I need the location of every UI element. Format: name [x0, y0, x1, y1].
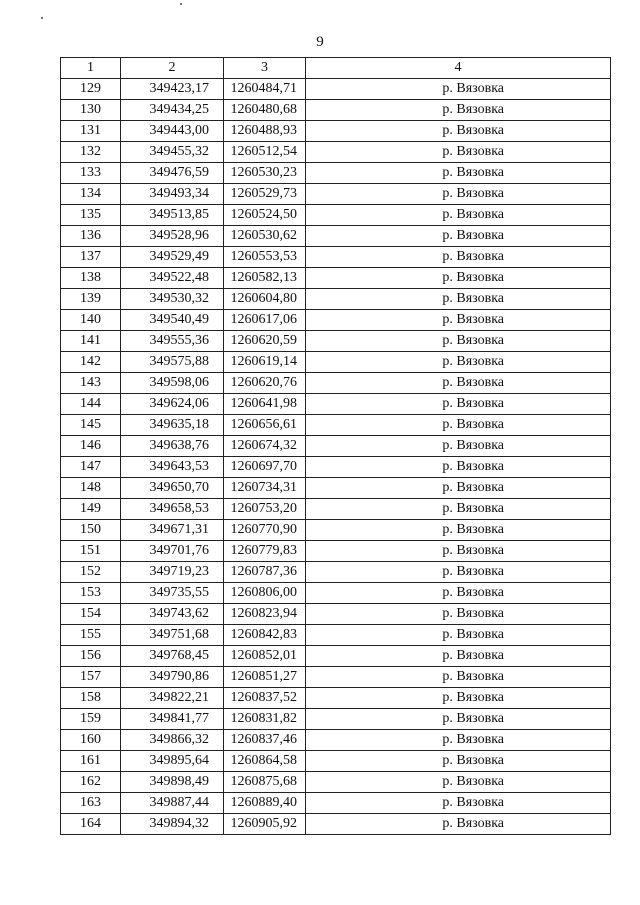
- table-row: [61, 667, 611, 688]
- table-row: [61, 205, 611, 226]
- description-cell: р. Вязовка: [306, 436, 611, 457]
- y-coordinate-cell: 1260582,13: [224, 268, 306, 289]
- point-number-cell: 129: [61, 79, 121, 100]
- x-coordinate-cell: 349598,06: [121, 373, 224, 394]
- description-cell: р. Вязовка: [306, 562, 611, 583]
- x-coordinate-cell: 349513,85: [121, 205, 224, 226]
- y-coordinate-cell: 1260697,70: [224, 457, 306, 478]
- table-row: [61, 562, 611, 583]
- y-coordinate-cell: 1260753,20: [224, 499, 306, 520]
- description-cell: р. Вязовка: [306, 268, 611, 289]
- description-cell: р. Вязовка: [306, 646, 611, 667]
- y-coordinate-cell: 1260484,71: [224, 79, 306, 100]
- table-row: [61, 709, 611, 730]
- table-row: [61, 373, 611, 394]
- x-coordinate-cell: 349895,64: [121, 751, 224, 772]
- x-coordinate-cell: 349866,32: [121, 730, 224, 751]
- description-cell: р. Вязовка: [306, 457, 611, 478]
- x-coordinate-cell: 349528,96: [121, 226, 224, 247]
- x-coordinate-cell: 349522,48: [121, 268, 224, 289]
- table-row: [61, 268, 611, 289]
- y-coordinate-cell: 1260823,94: [224, 604, 306, 625]
- table-row: [61, 352, 611, 373]
- y-coordinate-cell: 1260530,23: [224, 163, 306, 184]
- x-coordinate-cell: 349650,70: [121, 478, 224, 499]
- point-number-cell: 148: [61, 478, 121, 499]
- y-coordinate-cell: 1260620,59: [224, 331, 306, 352]
- y-coordinate-cell: 1260604,80: [224, 289, 306, 310]
- x-coordinate-cell: 349540,49: [121, 310, 224, 331]
- description-cell: р. Вязовка: [306, 121, 611, 142]
- y-coordinate-cell: 1260889,40: [224, 793, 306, 814]
- point-number-cell: 156: [61, 646, 121, 667]
- table-row: [61, 79, 611, 100]
- x-coordinate-cell: 349530,32: [121, 289, 224, 310]
- point-number-cell: 134: [61, 184, 121, 205]
- point-number-cell: 149: [61, 499, 121, 520]
- table-row: [61, 310, 611, 331]
- description-cell: р. Вязовка: [306, 352, 611, 373]
- table-row: [61, 583, 611, 604]
- point-number-cell: 144: [61, 394, 121, 415]
- x-coordinate-cell: 349624,06: [121, 394, 224, 415]
- description-cell: р. Вязовка: [306, 772, 611, 793]
- table-row: [61, 289, 611, 310]
- description-cell: р. Вязовка: [306, 226, 611, 247]
- table-row: [61, 646, 611, 667]
- point-number-cell: 153: [61, 583, 121, 604]
- x-coordinate-cell: 349671,31: [121, 520, 224, 541]
- description-cell: р. Вязовка: [306, 163, 611, 184]
- description-cell: р. Вязовка: [306, 541, 611, 562]
- y-coordinate-cell: 1260852,01: [224, 646, 306, 667]
- point-number-cell: 158: [61, 688, 121, 709]
- table-row: [61, 499, 611, 520]
- description-cell: р. Вязовка: [306, 79, 611, 100]
- table-row: [61, 226, 611, 247]
- description-cell: р. Вязовка: [306, 142, 611, 163]
- y-coordinate-cell: 1260619,14: [224, 352, 306, 373]
- table-row: [61, 604, 611, 625]
- y-coordinate-cell: 1260905,92: [224, 814, 306, 835]
- point-number-cell: 155: [61, 625, 121, 646]
- y-coordinate-cell: 1260641,98: [224, 394, 306, 415]
- description-cell: р. Вязовка: [306, 751, 611, 772]
- column-header-description: 4: [306, 58, 611, 79]
- description-cell: р. Вязовка: [306, 793, 611, 814]
- point-number-cell: 139: [61, 289, 121, 310]
- point-number-cell: 131: [61, 121, 121, 142]
- y-coordinate-cell: 1260480,68: [224, 100, 306, 121]
- point-number-cell: 136: [61, 226, 121, 247]
- y-coordinate-cell: 1260842,83: [224, 625, 306, 646]
- point-number-cell: 150: [61, 520, 121, 541]
- y-coordinate-cell: 1260656,61: [224, 415, 306, 436]
- x-coordinate-cell: 349887,44: [121, 793, 224, 814]
- description-cell: р. Вязовка: [306, 415, 611, 436]
- y-coordinate-cell: 1260864,58: [224, 751, 306, 772]
- description-cell: р. Вязовка: [306, 709, 611, 730]
- table-row: [61, 730, 611, 751]
- point-number-cell: 132: [61, 142, 121, 163]
- x-coordinate-cell: 349434,25: [121, 100, 224, 121]
- table-row: [61, 478, 611, 499]
- description-cell: р. Вязовка: [306, 583, 611, 604]
- description-cell: р. Вязовка: [306, 814, 611, 835]
- table-row: [61, 121, 611, 142]
- y-coordinate-cell: 1260806,00: [224, 583, 306, 604]
- x-coordinate-cell: 349735,55: [121, 583, 224, 604]
- table-row: [61, 394, 611, 415]
- x-coordinate-cell: 349841,77: [121, 709, 224, 730]
- point-number-cell: 161: [61, 751, 121, 772]
- x-coordinate-cell: 349638,76: [121, 436, 224, 457]
- point-number-cell: 130: [61, 100, 121, 121]
- x-coordinate-cell: 349575,88: [121, 352, 224, 373]
- x-coordinate-cell: 349898,49: [121, 772, 224, 793]
- table-row: [61, 100, 611, 121]
- y-coordinate-cell: 1260851,27: [224, 667, 306, 688]
- table-row: [61, 751, 611, 772]
- description-cell: р. Вязовка: [306, 205, 611, 226]
- x-coordinate-cell: 349635,18: [121, 415, 224, 436]
- point-number-cell: 143: [61, 373, 121, 394]
- table-row: [61, 772, 611, 793]
- point-number-cell: 140: [61, 310, 121, 331]
- y-coordinate-cell: 1260512,54: [224, 142, 306, 163]
- description-cell: р. Вязовка: [306, 478, 611, 499]
- x-coordinate-cell: 349790,86: [121, 667, 224, 688]
- point-number-cell: 152: [61, 562, 121, 583]
- x-coordinate-cell: 349822,21: [121, 688, 224, 709]
- scan-speck: [41, 17, 43, 19]
- table-header: [61, 58, 611, 79]
- point-number-cell: 154: [61, 604, 121, 625]
- x-coordinate-cell: 349529,49: [121, 247, 224, 268]
- y-coordinate-cell: 1260524,50: [224, 205, 306, 226]
- y-coordinate-cell: 1260617,06: [224, 310, 306, 331]
- y-coordinate-cell: 1260779,83: [224, 541, 306, 562]
- y-coordinate-cell: 1260787,36: [224, 562, 306, 583]
- y-coordinate-cell: 1260488,93: [224, 121, 306, 142]
- point-number-cell: 142: [61, 352, 121, 373]
- y-coordinate-cell: 1260837,52: [224, 688, 306, 709]
- point-number-cell: 135: [61, 205, 121, 226]
- table-row: [61, 457, 611, 478]
- description-cell: р. Вязовка: [306, 625, 611, 646]
- table-row: [61, 331, 611, 352]
- description-cell: р. Вязовка: [306, 688, 611, 709]
- x-coordinate-cell: 349476,59: [121, 163, 224, 184]
- y-coordinate-cell: 1260530,62: [224, 226, 306, 247]
- table-row: [61, 142, 611, 163]
- x-coordinate-cell: 349658,53: [121, 499, 224, 520]
- table-row: [61, 247, 611, 268]
- scan-speck: [180, 3, 182, 5]
- x-coordinate-cell: 349701,76: [121, 541, 224, 562]
- x-coordinate-cell: 349555,36: [121, 331, 224, 352]
- table-row: [61, 436, 611, 457]
- table-row: [61, 520, 611, 541]
- x-coordinate-cell: 349719,23: [121, 562, 224, 583]
- point-number-cell: 133: [61, 163, 121, 184]
- point-number-cell: 141: [61, 331, 121, 352]
- point-number-cell: 146: [61, 436, 121, 457]
- point-number-cell: 159: [61, 709, 121, 730]
- x-coordinate-cell: 349455,32: [121, 142, 224, 163]
- table-row: [61, 625, 611, 646]
- x-coordinate-cell: 349751,68: [121, 625, 224, 646]
- x-coordinate-cell: 349423,17: [121, 79, 224, 100]
- column-header-point-number: 1: [61, 58, 121, 79]
- table-body: [61, 79, 611, 835]
- description-cell: р. Вязовка: [306, 310, 611, 331]
- page-number: 9: [316, 34, 324, 50]
- x-coordinate-cell: 349768,45: [121, 646, 224, 667]
- y-coordinate-cell: 1260674,32: [224, 436, 306, 457]
- description-cell: р. Вязовка: [306, 184, 611, 205]
- y-coordinate-cell: 1260620,76: [224, 373, 306, 394]
- point-number-cell: 164: [61, 814, 121, 835]
- point-number-cell: 137: [61, 247, 121, 268]
- description-cell: р. Вязовка: [306, 499, 611, 520]
- description-cell: р. Вязовка: [306, 667, 611, 688]
- y-coordinate-cell: 1260831,82: [224, 709, 306, 730]
- description-cell: р. Вязовка: [306, 373, 611, 394]
- x-coordinate-cell: 349643,53: [121, 457, 224, 478]
- table-row: [61, 793, 611, 814]
- description-cell: р. Вязовка: [306, 520, 611, 541]
- y-coordinate-cell: 1260734,31: [224, 478, 306, 499]
- point-number-cell: 145: [61, 415, 121, 436]
- description-cell: р. Вязовка: [306, 394, 611, 415]
- column-header-y: 3: [224, 58, 306, 79]
- table-row: [61, 415, 611, 436]
- table-row: [61, 184, 611, 205]
- description-cell: р. Вязовка: [306, 331, 611, 352]
- y-coordinate-cell: 1260529,73: [224, 184, 306, 205]
- table-row: [61, 814, 611, 835]
- header-row: [61, 58, 611, 79]
- description-cell: р. Вязовка: [306, 100, 611, 121]
- description-cell: р. Вязовка: [306, 247, 611, 268]
- y-coordinate-cell: 1260875,68: [224, 772, 306, 793]
- x-coordinate-cell: 349743,62: [121, 604, 224, 625]
- table-row: [61, 688, 611, 709]
- point-number-cell: 138: [61, 268, 121, 289]
- point-number-cell: 163: [61, 793, 121, 814]
- y-coordinate-cell: 1260837,46: [224, 730, 306, 751]
- y-coordinate-cell: 1260553,53: [224, 247, 306, 268]
- description-cell: р. Вязовка: [306, 730, 611, 751]
- point-number-cell: 147: [61, 457, 121, 478]
- point-number-cell: 151: [61, 541, 121, 562]
- table-row: [61, 541, 611, 562]
- column-header-x: 2: [121, 58, 224, 79]
- x-coordinate-cell: 349894,32: [121, 814, 224, 835]
- description-cell: р. Вязовка: [306, 604, 611, 625]
- point-number-cell: 160: [61, 730, 121, 751]
- description-cell: р. Вязовка: [306, 289, 611, 310]
- x-coordinate-cell: 349493,34: [121, 184, 224, 205]
- y-coordinate-cell: 1260770,90: [224, 520, 306, 541]
- table-row: [61, 163, 611, 184]
- coordinates-table: [60, 57, 611, 835]
- point-number-cell: 162: [61, 772, 121, 793]
- x-coordinate-cell: 349443,00: [121, 121, 224, 142]
- point-number-cell: 157: [61, 667, 121, 688]
